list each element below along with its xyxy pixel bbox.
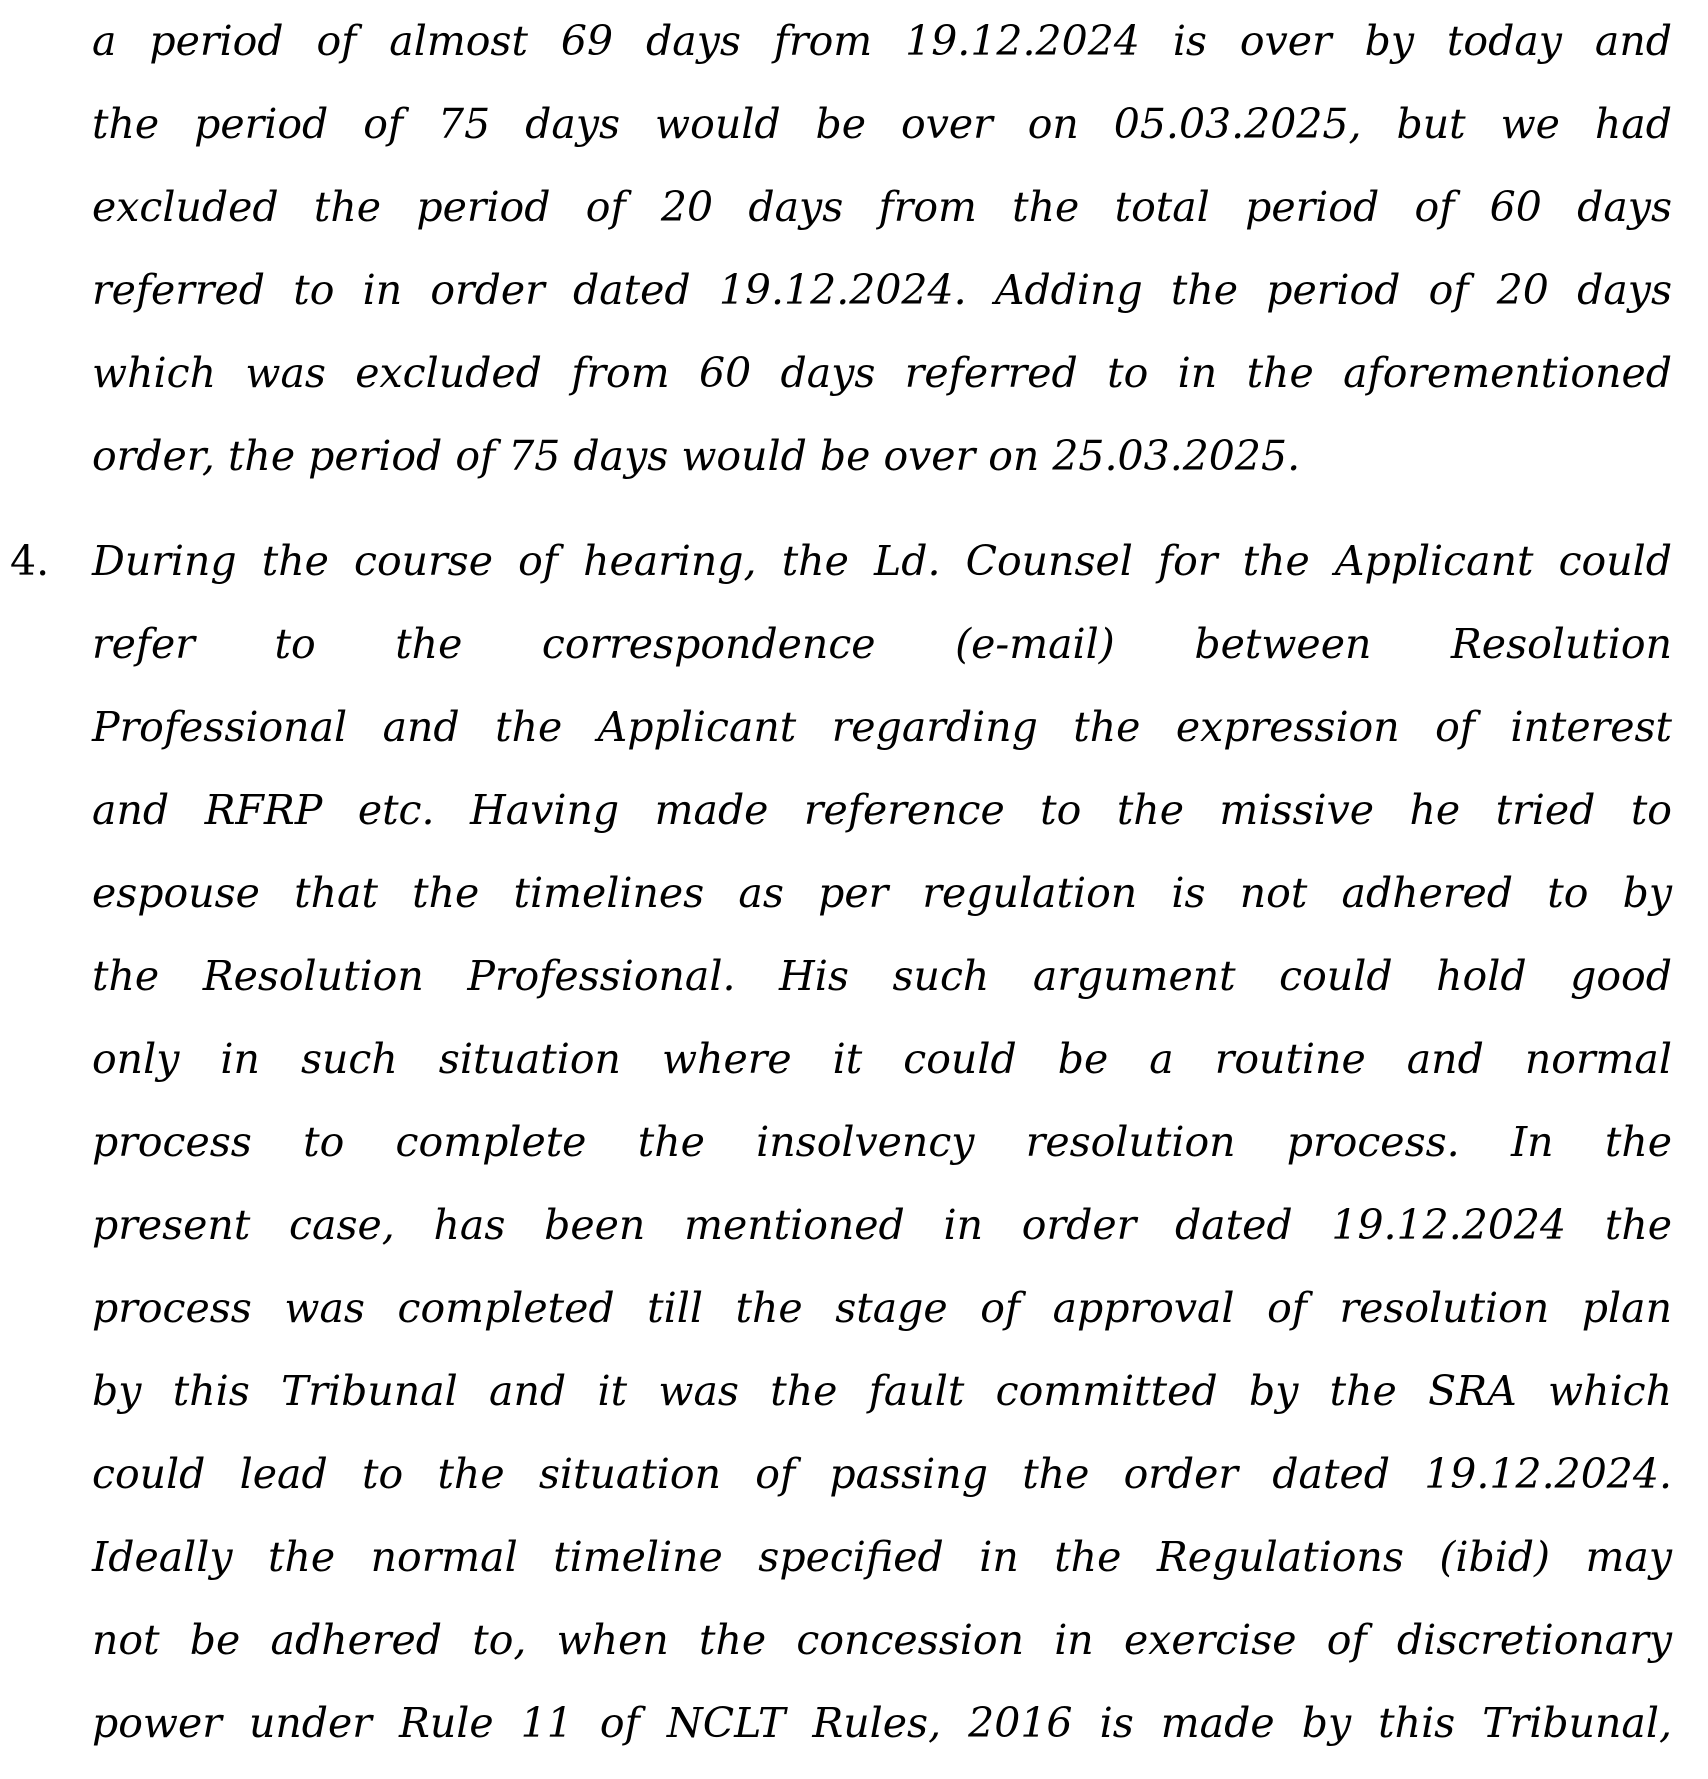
paragraph-line: referred to in order dated 19.12.2024. Adding the period of 20 days [92,266,1672,314]
paragraph-line: not be adhered to, when the concession in exercise of discretionary [92,1616,1672,1664]
paragraph-line: excluded the period of 20 days from the total period of 60 days [92,183,1672,231]
paragraph-line: the period of 75 days would be over on 05.03.2025, but we had [92,100,1672,148]
paragraph-line: present case, has been mentioned in order dated 19.12.2024 the [92,1201,1672,1249]
paragraph-line: During the course of hearing, the Ld. Counsel for the Applicant could [92,537,1672,585]
paragraph-line: only in such situation where it could be a routine and normal [92,1035,1672,1083]
paragraph-line: Ideally the normal timeline specified in the Regulations (ibid) may [92,1533,1672,1581]
paragraph-line: power under Rule 11 of NCLT Rules, 2016 is made by this Tribunal, [92,1699,1672,1747]
paragraph-line: which was excluded from 60 days referred to in the aforementioned [92,349,1672,397]
paragraph-line: could lead to the situation of passing the order dated 19.12.2024. [92,1450,1672,1498]
paragraph-line: a period of almost 69 days from 19.12.2024 is over by today and [92,17,1672,65]
paragraph-4 [92,520,1672,1765]
paragraph-line: process was completed till the stage of approval of resolution plan [92,1284,1672,1332]
continued-paragraph [92,0,1672,498]
paragraph-line: by this Tribunal and it was the fault committed by the SRA which [92,1367,1672,1415]
paragraph-line: process to complete the insolvency resolution process. In the [92,1118,1672,1166]
paragraph-line: the Resolution Professional. His such argument could hold good [92,952,1672,1000]
paragraph-line: Professional and the Applicant regarding the expression of interest [92,703,1672,751]
paragraph-line: order, the period of 75 days would be over on 25.03.2025. [92,432,1301,480]
paragraph-line: refer to the correspondence (e-mail) between Resolution [92,620,1672,668]
paragraph-line: espouse that the timelines as per regulation is not adhered to by [92,869,1672,917]
paragraph-line: and RFRP etc. Having made reference to the missive he tried to [92,786,1672,834]
paragraph-number: 4. [10,537,50,585]
